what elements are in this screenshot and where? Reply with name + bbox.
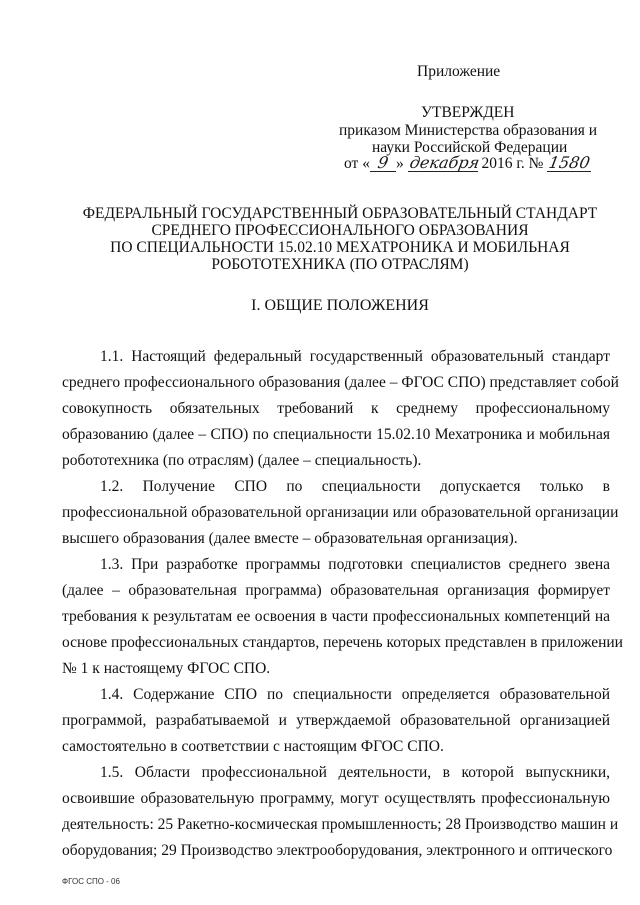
paragraph-1-3 <box>62 552 623 682</box>
paragraph-line: 1.4. Содержание СПО по специальности определяется образовательной <box>100 686 610 703</box>
paragraph-line: (далее – образовательная программа) образовательная организация формирует <box>62 582 610 599</box>
date-year: 2016 г. № <box>481 155 544 172</box>
paragraph-line: 1.1. Настоящий федеральный государственный образовательный стандарт <box>100 348 610 365</box>
date-mid: » <box>395 155 404 172</box>
approved-label: УТВЕРЖДЕН <box>421 104 515 121</box>
title-line-4: РОБОТОТЕХНИКА (ПО ОТРАСЛЯМ) <box>211 256 469 273</box>
paragraph-line: робототехника (по отраслям) (далее – специальность). <box>62 452 422 469</box>
paragraph-line: 1.5. Области профессиональной деятельности, в которой выпускники, <box>100 764 610 781</box>
paragraph-line: 1.3. При разработке программы подготовки специалистов среднего звена <box>100 556 610 573</box>
paragraph-line: оборудования; 29 Производство электрооборудования, электронного и оптического <box>62 842 613 859</box>
order-line-1: приказом Министерства образования и <box>339 122 598 139</box>
date-day-handwritten: 9 <box>376 153 390 172</box>
paragraph-line: программой, разрабатываемой и утверждаемой образовательной организацией <box>62 712 610 729</box>
paragraph-line: среднего профессионального образования (далее – ФГОС СПО) представляет собой <box>62 374 619 391</box>
paragraph-line: № 1 к настоящему ФГОС СПО. <box>62 660 271 677</box>
paragraph-line: 1.2. Получение СПО по специальности допускается только в <box>100 478 610 495</box>
paragraph-1-1 <box>62 344 619 474</box>
paragraph-1-5 <box>62 760 619 864</box>
title-line-2: СРЕДНЕГО ПРОФЕССИОНАЛЬНОГО ОБРАЗОВАНИЯ <box>151 222 529 239</box>
paragraph-line: высшего образования (далее вместе – образовательная организация). <box>62 530 518 547</box>
paragraph-line: освоившие образовательную программу, могут осуществлять профессиональную <box>62 790 610 807</box>
paragraph-line: деятельность: 25 Ракетно-космическая промышленность; 28 Производство машин и <box>62 816 619 833</box>
footer-code: ФГОС СПО - 06 <box>62 877 120 886</box>
date-month-handwritten: декабря <box>407 153 481 172</box>
appendix-label: Приложение <box>417 63 501 80</box>
order-line-2: науки Российской Федерации <box>372 139 568 156</box>
order-number-handwritten: 1580 <box>547 153 592 172</box>
title-line-1: ФЕДЕРАЛЬНЫЙ ГОСУДАРСТВЕННЫЙ ОБРАЗОВАТЕЛЬНЫЙ СТАНДАРТ <box>82 205 598 222</box>
paragraph-line: самостоятельно в соответствии с настоящим ФГОС СПО. <box>62 738 444 755</box>
paragraph-1-2 <box>62 474 619 552</box>
paragraph-1-4 <box>62 682 610 760</box>
paragraph-line: основе профессиональных стандартов, перечень которых представлен в приложении <box>62 634 623 651</box>
paragraph-line: образованию (далее – СПО) по специальности 15.02.10 Мехатроника и мобильная <box>62 426 610 443</box>
order-date-line <box>344 155 591 172</box>
paragraph-line: совокупность обязательных требований к среднему профессиональному <box>62 400 610 417</box>
paragraph-line: профессиональной образовательной организации или образовательной организации <box>62 504 619 521</box>
paragraph-line: требования к результатам ее освоения в части профессиональных компетенций на <box>62 608 610 625</box>
date-prefix: от « <box>344 155 370 172</box>
title-line-3: ПО СПЕЦИАЛЬНОСТИ 15.02.10 МЕХАТРОНИКА И МОБИЛЬНАЯ <box>110 239 570 256</box>
section-heading: I. ОБЩИЕ ПОЛОЖЕНИЯ <box>251 297 429 314</box>
